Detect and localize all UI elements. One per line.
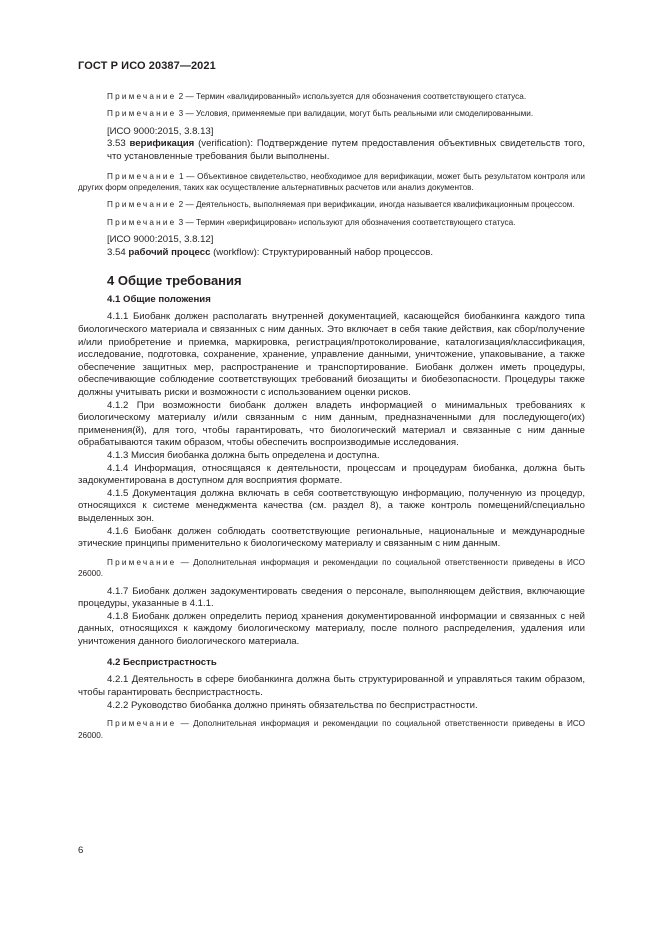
paragraph-4-2-2: 4.2.2 Руководство биобанка должно принять обязательства по беспристрастности.	[107, 699, 478, 711]
paragraph-4-1-4: 4.1.4 Информация, относящаяся к деятельности, процессам и процедурам биобанка, должна быть задокументирована в доступном для восприятия формате.	[78, 462, 585, 487]
paragraph-4-1-7: 4.1.7 Биобанк должен задокументировать сведения о персонале, выполняющем действия, включающие процедуры, указанные в 4.1.1.	[78, 585, 585, 610]
page-number: 6	[78, 845, 84, 856]
paragraph-4-1-3: 4.1.3 Миссия биобанка должна быть определена и доступна.	[107, 449, 380, 461]
paragraph-4-1-2: 4.1.2 При возможности биобанк должен владеть информацией о минимальных требованиях к биологическому материалу и/или связанным с ним данным, предназначенными для последующего(их) применения(й), для того, чтобы гарантировать, что биологический материал и связанные с ним данные обрабатываются таким образом, чтобы обеспечить воспроизводимые исследования.	[78, 399, 585, 449]
subsection-4-2-body	[78, 674, 585, 741]
reference-2: [ИСО 9000:2015, 3.8.12]	[107, 234, 214, 246]
note-4-2-2: Примечание — Дополнительная информация и рекомендации по социальной ответственности приведены в ИСО 26000.	[78, 719, 585, 740]
paragraph-4-1-6: 4.1.6 Биобанк должен соблюдать соответствующие региональные, национальные и международные этические принципы применительно к биологическому материалу и связанным с ним данным.	[78, 525, 585, 550]
note-verification-3: Примечание 3 — Термин «верифицирован» используют для обозначения соответствующего статуса.	[107, 217, 516, 227]
note-4-1-6: Примечание — Дополнительная информация и рекомендации по социальной ответственности приведены в ИСО 26000.	[78, 557, 585, 579]
subsection-4-2-heading: 4.2 Беспристрастность	[107, 657, 217, 669]
subsection-4-1-body	[78, 311, 585, 648]
paragraph-4-1-1: 4.1.1 Биобанк должен располагать внутренней документацией, касающейся биобанкинга каждого типа биологического материала и связанных с ним данных. Это включает в себя такие действия, как сбор/получение и/или приобретение и приемка, маркировка, регистрация/протоколирование, каталогизация/классификация, исследование, подготовка, сохранение, хранение, управление данными, уничтожение, упаковывание, а также обеспечение защитных мер, распространение и транспортирование. Биобанк должен иметь процедуры, обеспечивающие соблюдение соответствующих требований биозащиты и биобезопасности. Процедуры также должны учитывать риски и возможности с использованием оценки рисков.	[78, 311, 585, 398]
paragraph-4-1-8: 4.1.8 Биобанк должен определить период хранения документированной информации и связанных с ней данных, относящихся к каждому биологическому материалу, после полного распределения, удаления или уничтожения данного биологического материала.	[78, 610, 585, 647]
reference-1: [ИСО 9000:2015, 3.8.13]	[107, 125, 214, 137]
subsection-4-1-heading: 4.1 Общие положения	[107, 294, 211, 306]
main-content	[78, 91, 585, 747]
definition-3-53: 3.53 верификация (verification): Подтверждение путем предоставления объективных свидетельств того, что установленные требования были выполнены.	[107, 138, 585, 162]
paragraph-4-2-1: 4.2.1 Деятельность в сфере биобанкинга должна быть структурированной и управляться таким образом, чтобы гарантировать беспристрастность.	[78, 674, 585, 699]
section-4-heading: 4 Общие требования	[107, 273, 242, 289]
definition-3-54: 3.54 рабочий процесс (workflow): Структурированный набор процессов.	[107, 246, 434, 258]
note-validation-3: Примечание 3 — Условия, применяемые при валидации, могут быть реальными или смоделированными.	[107, 109, 534, 119]
note-verification-2: Примечание 2 — Деятельность, выполняемая при верификации, иногда называется квалификационным процессом.	[107, 200, 575, 210]
note-validation-2: Примечание 2 — Термин «валидированный» используется для обозначения соответствующего статуса.	[107, 92, 527, 101]
paragraph-4-1-5: 4.1.5 Документация должна включать в себя соответствующую информацию, полученную из процедур, относящихся к системе менеджмента качества (см. раздел 8), а также контроль помещений/специально выделенных зон.	[78, 487, 585, 524]
document-header: ГОСТ Р ИСО 20387—2021	[78, 60, 216, 72]
note-verification-1: Примечание 1 — Объективное свидетельство, необходимое для верификации, может быть результатом контроля или других форм определения, таких как осуществление альтернативных расчетов или анализ документов.	[78, 171, 585, 192]
